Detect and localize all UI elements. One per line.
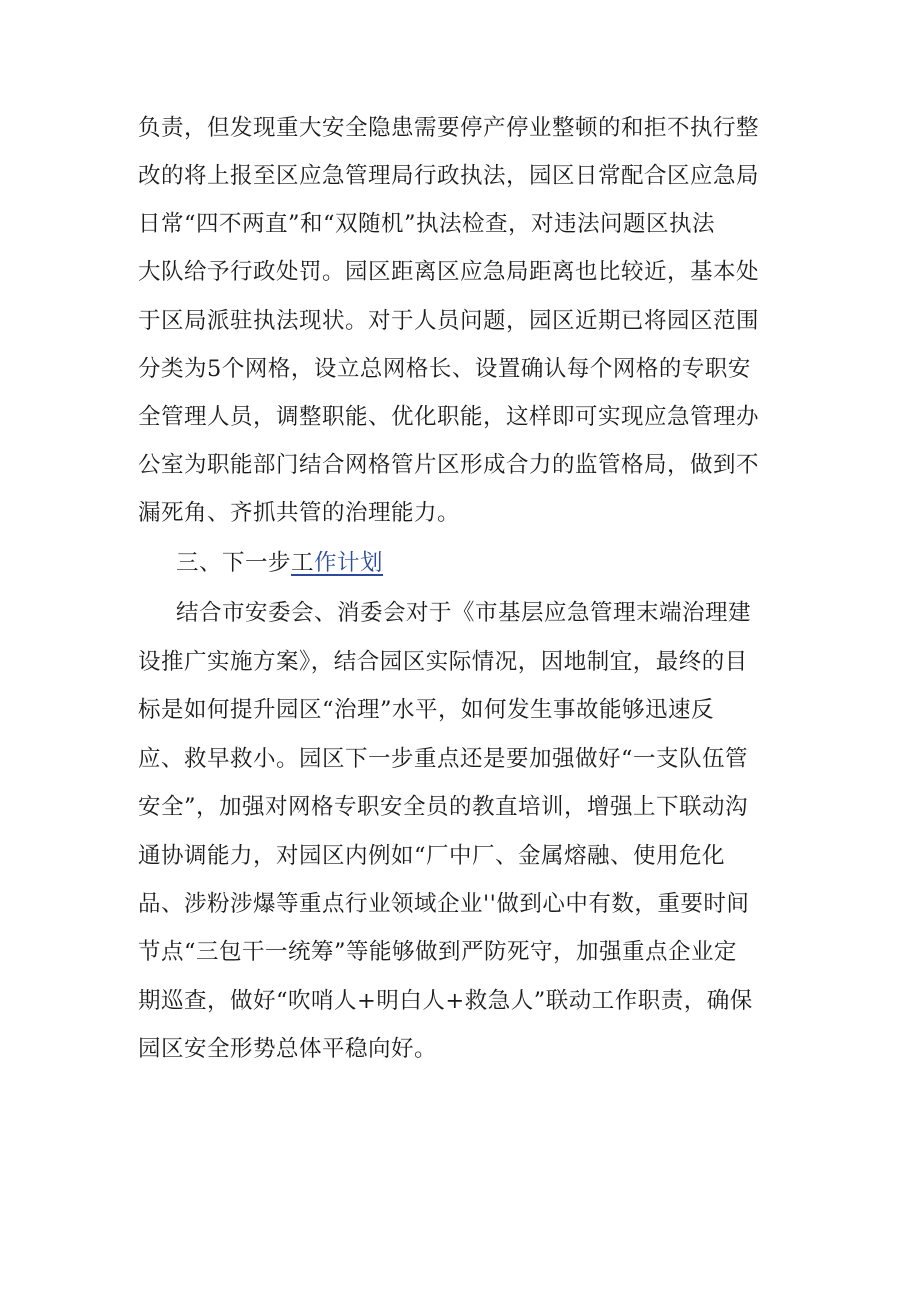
paragraph-line: 改的将上报至区应急管理局行政执法，园区日常配合区应急局 xyxy=(138,163,760,189)
paragraph-line: 通协调能力，对园区内例如“厂中厂、金属熔融、使用危化 xyxy=(138,843,726,869)
paragraph-line: 全管理人员，调整职能、优化职能，这样即可实现应急管理办 xyxy=(138,404,760,430)
paragraph-line: 品、涉粉涉爆等重点行业领域企业''做到心中有数，重要时间 xyxy=(138,891,750,917)
paragraph-line: 园区安全形势总体平稳向好。 xyxy=(138,1036,438,1062)
paragraph-line: 于区局派驻执法现状。对于人员问题，园区近期已将园区范围 xyxy=(138,308,760,334)
paragraph-line: 日常“四不两直”和“双随机”执法检查，对违法问题区执法 xyxy=(138,211,716,237)
paragraph-line: 期巡查，做好“吹哨人+明白人+救急人”联动工作职责，确保 xyxy=(138,988,753,1014)
paragraph-line: 标是如何提升园区“治理”水平，如何发生事故能够迅速反 xyxy=(138,697,715,723)
paragraph-line: 漏死角、齐抓共管的治理能力。 xyxy=(138,500,461,526)
paragraph-line: 节点“三包干一统筹”等能够做到严防死守，加强重点企业定 xyxy=(138,939,738,965)
paragraph-line: 应、救早救小。园区下一步重点还是要加强做好“一支队伍管 xyxy=(138,746,749,772)
paragraph-line: 结合市安委会、消委会对于《市基层应急管理末端治理建 xyxy=(176,600,752,626)
paragraph-line: 大队给予行政处罚。园区距离区应急局距离也比较近，基本处 xyxy=(138,259,760,285)
paragraph-line: 负责，但发现重大安全隐患需要停产停业整顿的和拒不执行整 xyxy=(138,115,760,141)
paragraph-line: 公室为职能部门结合网格管片区形成合力的监管格局，做到不 xyxy=(138,452,760,478)
section-heading xyxy=(176,548,383,578)
paragraph-line: 设推广实施方案》，结合园区实际情况，因地制宜，最终的目 xyxy=(138,649,748,675)
paragraph-line: 分类为5个网格，设立总网格长、设置确认每个网格的专职安 xyxy=(138,356,751,382)
paragraph-line: 安全”，加强对网格专职安全员的教直培训，增强上下联动沟 xyxy=(138,794,749,820)
heading-prefix: 三、下一步 xyxy=(176,550,292,576)
heading-underlined-text: 工 xyxy=(291,550,315,576)
heading-link-text[interactable]: 作计划 xyxy=(314,550,384,576)
